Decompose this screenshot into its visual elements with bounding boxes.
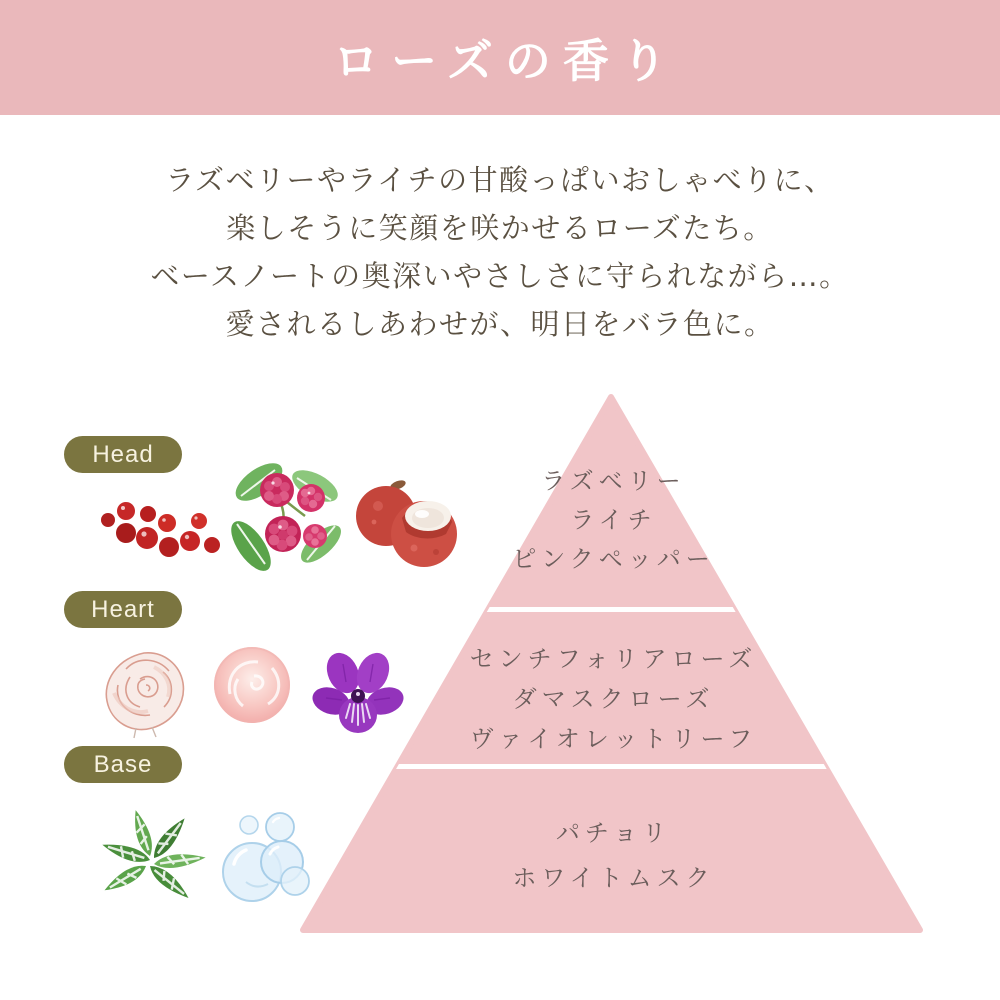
patchouli-leaves-icon [88,806,212,910]
header-banner [0,0,1000,115]
note: ラズベリー [541,467,686,495]
note: ヴァイオレットリーフ [469,725,758,753]
damask-rose-icon [210,638,294,733]
note: ホワイトムスク [512,864,715,892]
description-line: 楽しそうに笑顔を咲かせるローズたち。 [226,211,774,245]
head-badge [64,436,182,473]
centifolia-rose-icon [96,645,192,740]
pyramid-divider-head-heart [295,607,930,612]
heart-badge-label: Heart [91,595,155,623]
lychee-icon [352,476,474,576]
pink-pepper-icon [98,492,226,562]
description-line: ラズベリーやライチの甘酸っぱいおしゃべりに、 [165,163,835,197]
violet-icon [312,648,404,740]
note: センチフォリアローズ [469,645,758,673]
fragrance-description [0,156,1000,348]
heart-badge [64,591,182,628]
pyramid-divider-heart-base [295,764,930,769]
note: ピンクペッパー [512,545,715,573]
base-badge-label: Base [93,750,153,778]
note: ダマスクローズ [512,685,715,713]
base-badge [64,746,182,783]
head-badge-label: Head [92,440,154,468]
description-line: 愛されるしあわせが、明日をバラ色に。 [225,307,775,341]
base-notes [311,811,911,901]
note: ライチ [570,506,657,534]
note: パチョリ [555,819,672,847]
page-title: ローズの香り [333,33,679,88]
raspberry-icon [225,452,347,580]
description-line: ベースノートの奥深いやさしさに守られながら…。 [150,259,850,293]
white-musk-bubbles-icon [216,810,314,906]
